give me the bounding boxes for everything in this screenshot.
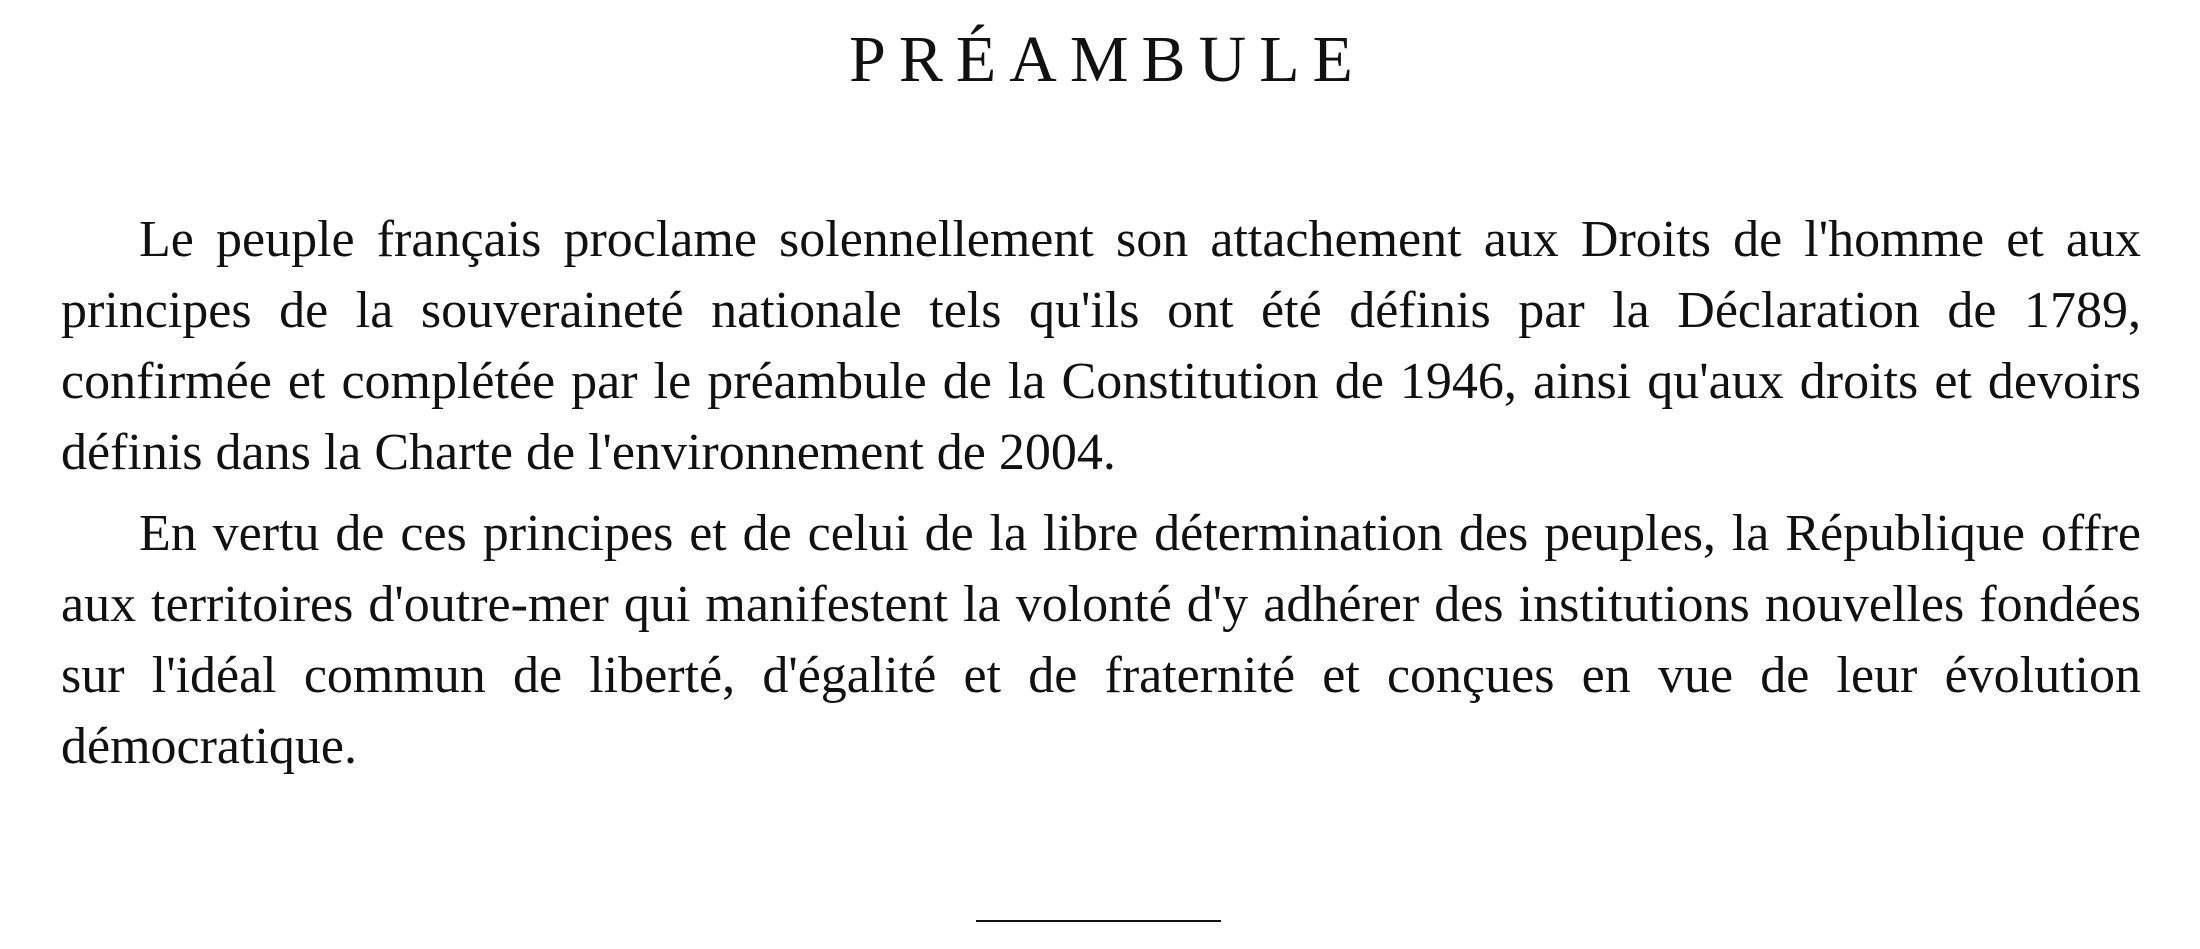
document-page (61, 0, 2141, 949)
paragraph-2: En vertu de ces principes et de celui de la libre détermination des peuples, la République offre aux territoires d'outre-mer qui manifestent la volonté d'y adhérer des institutions nouvelles fondées sur l'idéal commun de liberté, d'égalité et de fraternité et conçues en vue de leur évolution démocratique. (61, 505, 2141, 775)
section-divider (976, 920, 1221, 922)
document-body (61, 204, 2141, 792)
paragraph-1: Le peuple français proclame solennellement son attachement aux Droits de l'homme et aux principes de la souveraineté nationale tels qu'ils ont été définis par la Déclaration de 1789, confirmée et complétée par le préambule de la Constitution de 1946, ainsi qu'aux droits et devoirs définis dans la Charte de l'environnement de 2004. (61, 211, 2141, 481)
document-title: PRÉAMBULE (849, 23, 1366, 96)
